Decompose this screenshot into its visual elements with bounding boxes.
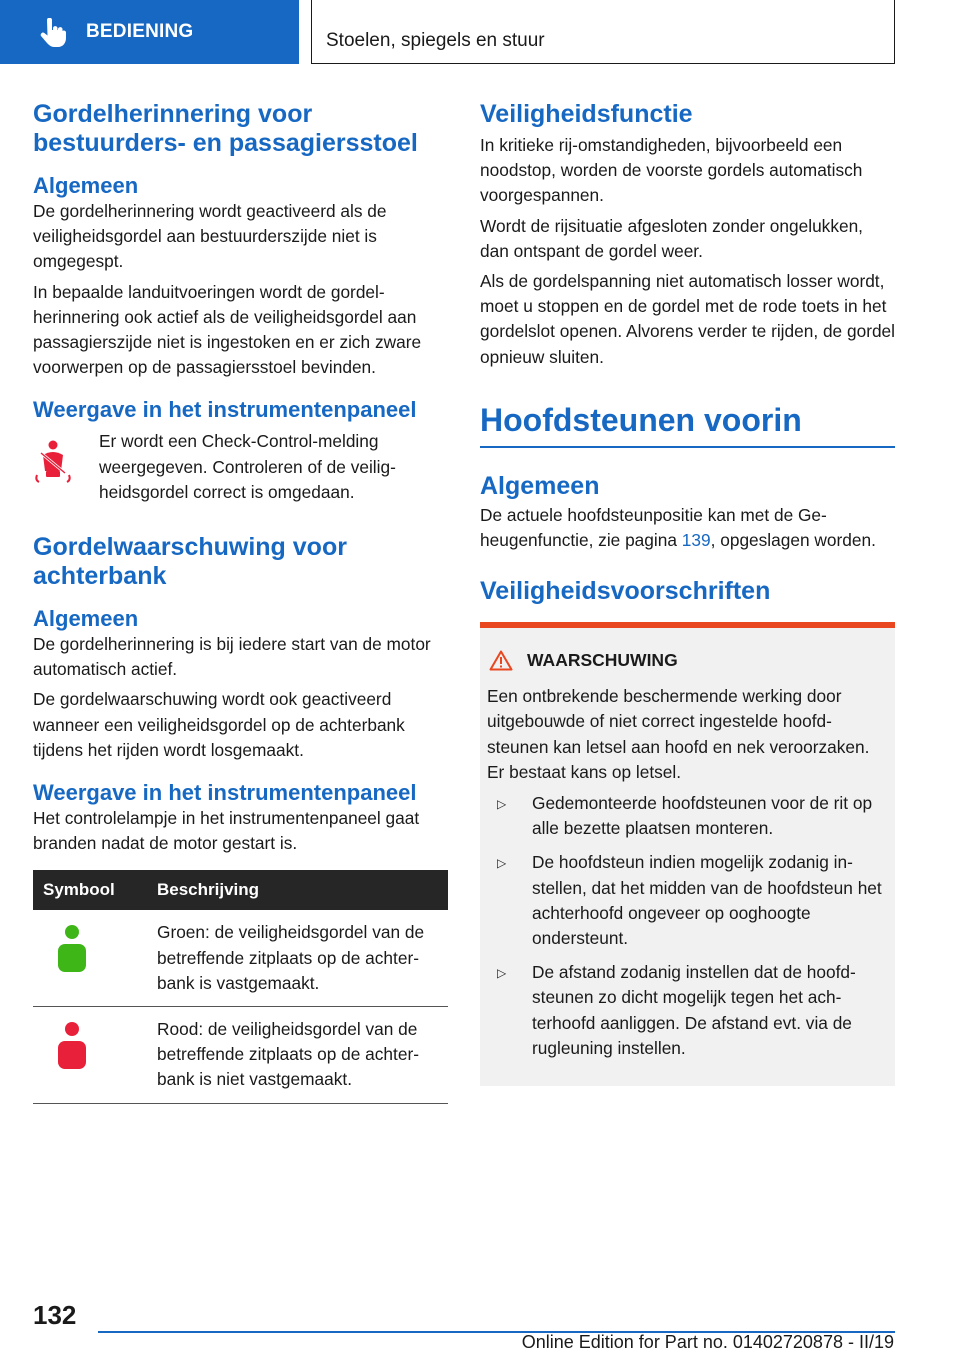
symbol-table	[33, 870, 448, 1103]
paragraph: Het controlelampje in het instrumentenpaneel gaat branden nadat de motor gestart is.	[33, 808, 420, 854]
table-row	[33, 1007, 448, 1104]
edition-text: Online Edition for Part no. 01402720878 - II/19	[521, 1332, 894, 1352]
subheading-instrument-display: Weergave in het instrumentenpaneel	[33, 397, 417, 423]
warning-list	[487, 791, 887, 1061]
paragraph: De gordelwaarschuwing wordt ook geactiveerd wanneer een veiligheidsgordel op de achterbank tijdens het rijden wordt losgemaakt.	[33, 689, 405, 760]
warning-title: WAARSCHUWING	[527, 649, 678, 670]
section-tab[interactable]	[0, 0, 299, 64]
row-description: Rood: de veiligheidsgordel van de betreffende zitplaats op de achterbank is niet vastgemaakt.	[157, 1019, 419, 1090]
subheading-instrument-display: Weergave in het instrumentenpaneel	[33, 780, 417, 806]
heading-seatbelt-warning-rear: Gordelwaarschuwing voor achterbank	[33, 533, 347, 591]
bullet-triangle-icon: ▷	[497, 856, 507, 871]
warning-box	[480, 622, 895, 1086]
paragraph: Als de gordelspanning niet automatisch losser wordt, moet u stoppen en de gordel met de rode toets in het gordelslot openen. Alvorens verder te rijden, de gordel opnieuw sluiten.	[480, 271, 896, 367]
hand-pointer-icon	[38, 18, 66, 48]
section-label: BEDIENING	[86, 21, 194, 42]
left-column	[33, 100, 448, 1104]
warning-triangle-icon	[489, 650, 513, 671]
paragraph: De gordelherinnering wordt geactiveerd als de veiligheidsgordel aan bestuurderszijde niet is omgegespt.	[33, 201, 387, 272]
chapter-title: Stoelen, spiegels en stuur	[326, 30, 545, 51]
warning-body: Een ontbrekende beschermende werking door uitgebouwde of niet correct ingestelde hoofdsteunen kan letsel aan hoofd en nek veroorzaken. Er bestaat kans op letsel.	[487, 686, 870, 782]
right-column	[480, 100, 895, 1086]
paragraph: In bepaalde landuitvoeringen wordt de gordelherinnering ook actief als de veiligheidsgordel aan passagierszijde niet is ingestoken en er zich zware voorwerpen op de passagiersstoel bevinden.	[33, 281, 422, 378]
subheading-safety-instructions: Veiligheidsvoorschriften	[480, 577, 771, 606]
list-item: ▷ Gedemonteerde hoofdsteunen voor de rit op alle bezette plaatsen monteren.	[487, 791, 887, 841]
subheading-general: Algemeen	[33, 173, 139, 198]
seat-occupant-green-icon	[55, 924, 89, 974]
bullet-triangle-icon: ▷	[497, 797, 507, 812]
paragraph: Wordt de rijsituatie afgesloten zonder ongelukken, dan ontspant de gordel weer.	[480, 215, 863, 261]
paragraph: In kritieke rij-omstandigheden, bijvoorbeeld een noodstop, worden de voorste gordels automatisch voorgespannen.	[480, 135, 863, 206]
table-row	[33, 910, 448, 1006]
list-item: ▷ De afstand zodanig instellen dat de hoofdsteunen zo dicht mogelijk tegen het achterhoofd aanliggen. De afstand evt. via de rugleuning instellen.	[487, 960, 887, 1061]
paragraph: De actuele hoofdsteunpositie kan met de Geheugenfunctie, zie pagina 139, opgeslagen worden.	[480, 504, 876, 551]
chapter-header	[311, 0, 895, 64]
seat-occupant-red-icon	[55, 1021, 89, 1071]
heading-safety-function: Veiligheidsfunctie	[480, 100, 693, 128]
subheading-general: Algemeen	[480, 471, 600, 500]
bullet-triangle-icon: ▷	[497, 966, 507, 981]
warning-title-row	[487, 628, 887, 684]
page-link[interactable]: 139	[681, 530, 711, 551]
seatbelt-warning-icon	[33, 439, 73, 483]
list-item: ▷ De hoofdsteun indien mogelijk zodanig instellen, dat het midden van de hoofdsteun het achterhoofd ongeveer op ooghoogte ondersteunt.	[487, 850, 887, 951]
page-number: 132	[33, 1300, 77, 1330]
check-control-message	[33, 429, 448, 505]
row-description: Groen: de veiligheidsgordel van de betreffende zitplaats op de achterbank is vastgemaakt.	[157, 922, 425, 993]
table-header-symbol: Symbool	[33, 870, 151, 910]
paragraph: De gordelherinnering is bij iedere start van de motor automatisch actief.	[33, 634, 431, 680]
subheading-general: Algemeen	[33, 606, 139, 632]
heading-seatbelt-reminder-front: Gordelherinnering voor bestuurders- en passagiersstoel	[33, 100, 418, 157]
message-text: Er wordt een Check-Control-melding weergegeven. Controleren of de veiligheidsgordel correct is omgedaan.	[99, 431, 396, 502]
heading-rule	[480, 446, 895, 448]
heading-head-restraints-front: Hoofdsteunen voorin	[480, 401, 802, 438]
table-header-description: Beschrijving	[151, 870, 448, 910]
